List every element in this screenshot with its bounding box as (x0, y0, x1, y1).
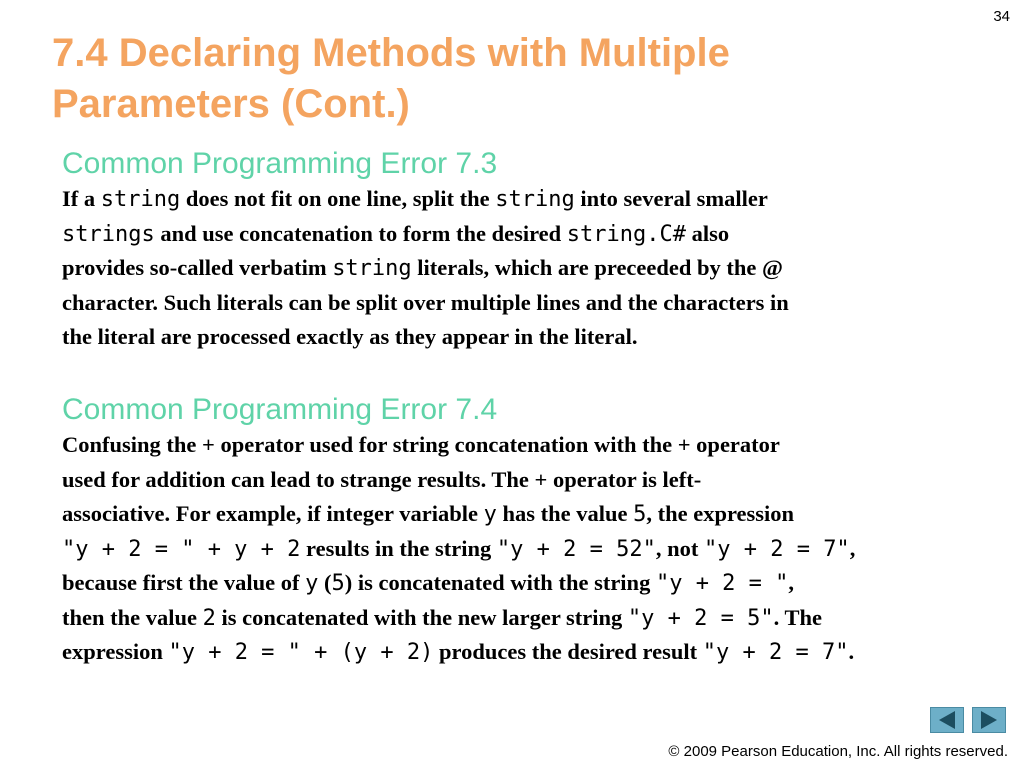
text-line (62, 182, 997, 217)
error-7-4-heading: Common Programming Error 7.4 (62, 393, 498, 426)
code-run: "y + 2 = 7" (702, 640, 849, 665)
error-7-3-section (62, 146, 997, 355)
code-run: "y + 2 = 5" (627, 605, 774, 631)
slide-title (52, 28, 992, 130)
code-run: string (332, 256, 412, 281)
text-run: has the value (496, 501, 634, 526)
page-number: 34 (993, 8, 1010, 25)
text-line (62, 566, 997, 601)
text-line: Confusing the + operator used for string concatenation with the + operator (62, 432, 780, 457)
text-run: does not fit on one line, split the (180, 186, 496, 211)
text-line (62, 635, 997, 670)
next-slide-button[interactable] (972, 707, 1006, 733)
title-line-2: Parameters (Cont.) (52, 82, 410, 126)
text-line (62, 251, 997, 286)
title-line-1: 7.4 Declaring Methods with Multiple (52, 31, 730, 75)
code-run: "y + 2 = 7" (703, 536, 850, 562)
text-run: then the value (62, 604, 203, 630)
text-run: . (848, 639, 855, 664)
text-run: expression (62, 639, 169, 664)
text-run: ) is concatenated with the string (344, 570, 656, 595)
code-run: "y + 2 = " (655, 571, 789, 596)
error-7-4-section (62, 392, 997, 670)
text-line (62, 497, 997, 532)
code-run: "y + 2 = 52" (496, 536, 656, 562)
previous-slide-button[interactable] (930, 707, 964, 733)
left-arrow-icon (939, 711, 955, 729)
error-7-3-text (62, 182, 997, 355)
right-arrow-icon (981, 711, 997, 729)
text-run: and use concatenation to form the desired (154, 220, 567, 246)
code-run: "y + 2 = " + (y + 2) (168, 640, 434, 665)
copyright-footer: © 2009 Pearson Education, Inc. All rights reserved. (668, 743, 1008, 760)
text-run: literals, which are preceeded by the @ (411, 255, 783, 280)
text-run: . The (773, 604, 822, 630)
error-7-3-heading: Common Programming Error 7.3 (62, 147, 498, 180)
text-run: ( (318, 570, 332, 595)
text-run: into several smaller (574, 186, 768, 211)
text-line: character. Such literals can be split over multiple lines and the characters in (62, 289, 789, 315)
text-line: the literal are processed exactly as they appear in the literal. (62, 324, 638, 349)
text-line: used for addition can lead to strange results. The + operator is left- (62, 466, 702, 492)
error-7-4-text (62, 428, 997, 670)
code-run: string (495, 187, 575, 212)
code-run: strings (62, 221, 155, 247)
text-run: provides so-called verbatim (62, 255, 333, 280)
text-line (62, 601, 997, 636)
text-run: is concatenated with the new larger string (215, 604, 628, 630)
text-run: If a (62, 186, 101, 211)
code-run: 5 (331, 571, 345, 596)
code-run: 2 (202, 605, 216, 631)
text-run: also (686, 220, 730, 246)
code-run: y (305, 571, 319, 596)
code-run: string. (566, 221, 660, 247)
text-run: , (788, 570, 795, 595)
text-run: , (849, 535, 856, 561)
code-run: "y + 2 = " + y + 2 (62, 536, 301, 562)
text-run: , not (655, 535, 704, 561)
text-run: associative. For example, if integer variable (62, 501, 484, 526)
text-run: produces the desired result (433, 639, 703, 664)
text-line (62, 532, 997, 567)
code-run: y (483, 502, 497, 527)
code-run: C# (659, 221, 687, 247)
text-run: results in the string (300, 535, 497, 561)
code-run: 5 (633, 502, 647, 527)
text-run: because first the value of (62, 570, 306, 595)
code-run: string (100, 187, 181, 212)
text-line (62, 217, 997, 252)
text-run: , the expression (646, 501, 795, 526)
